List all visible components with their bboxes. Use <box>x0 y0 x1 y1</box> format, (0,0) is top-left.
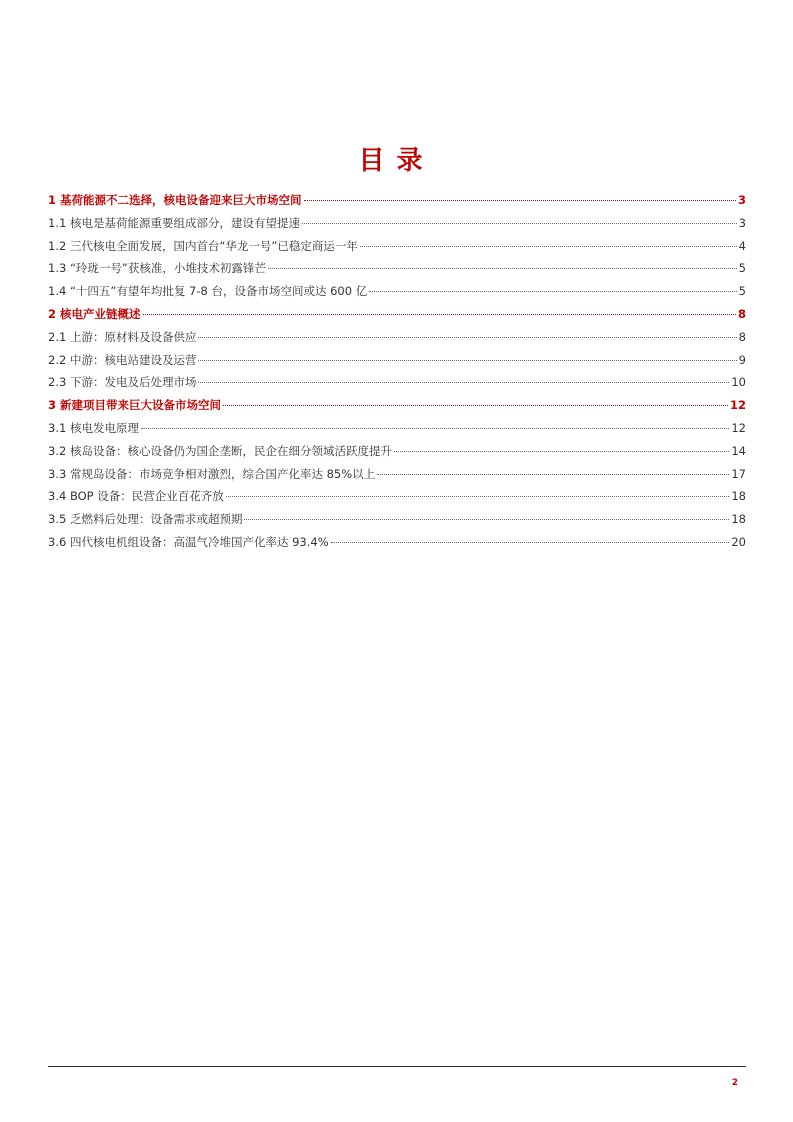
toc-entry-title[interactable]: 1 基荷能源不二选择，核电设备迎来巨大市场空间 <box>48 193 302 207</box>
footer-divider <box>48 1066 746 1067</box>
toc-leader-dots <box>302 223 737 224</box>
table-of-contents <box>48 189 746 554</box>
toc-leader-dots <box>223 405 728 406</box>
toc-entry-title[interactable]: 2.2 中游：核电站建设及运营 <box>48 352 197 367</box>
toc-entry[interactable] <box>48 531 746 554</box>
toc-page-number: 20 <box>731 534 746 549</box>
toc-entry[interactable] <box>48 463 746 486</box>
toc-leader-dots <box>198 337 736 338</box>
footer-page-number: 2 <box>731 1078 738 1088</box>
toc-leader-dots <box>268 268 737 269</box>
toc-leader-dots <box>360 246 737 247</box>
toc-page-number: 5 <box>738 284 746 299</box>
toc-leader-dots <box>141 428 729 429</box>
toc-entry-title[interactable]: 3.3 常规岛设备：市场竞争相对激烈，综合国产化率达 85%以上 <box>48 466 376 481</box>
toc-entry-title[interactable]: 2.1 上游：原材料及设备供应 <box>48 329 197 344</box>
toc-entry-title[interactable]: 3 新建项目带来巨大设备市场空间 <box>48 398 222 413</box>
toc-entry[interactable] <box>48 326 746 349</box>
toc-entry-title[interactable]: 1.3 “玲珑一号”获核准，小堆技术初露锋芒 <box>48 261 266 276</box>
toc-entry[interactable] <box>48 371 746 394</box>
toc-entry[interactable] <box>48 280 746 303</box>
toc-entry[interactable] <box>48 485 746 508</box>
toc-page-number: 9 <box>738 352 746 367</box>
toc-leader-dots <box>143 314 736 315</box>
toc-entry-title[interactable]: 1.1 核电是基荷能源重要组成部分，建设有望提速 <box>48 215 300 230</box>
toc-leader-dots <box>369 291 736 292</box>
toc-entry[interactable] <box>48 508 746 531</box>
toc-leader-dots <box>377 474 729 475</box>
toc-entry[interactable] <box>48 303 746 326</box>
toc-page-number: 4 <box>738 238 746 253</box>
toc-entry[interactable] <box>48 417 746 440</box>
toc-leader-dots <box>244 519 729 520</box>
toc-entry[interactable] <box>48 189 746 212</box>
toc-leader-dots <box>331 542 730 543</box>
toc-page-number: 17 <box>731 466 746 481</box>
toc-page-number: 5 <box>738 261 746 276</box>
toc-leader-dots <box>304 200 736 201</box>
toc-entry-title[interactable]: 3.5 乏燃料后处理：设备需求或超预期 <box>48 512 243 527</box>
toc-entry[interactable] <box>48 394 746 417</box>
page-title: 目录 <box>358 146 435 176</box>
toc-leader-dots <box>394 451 729 452</box>
toc-entry-title[interactable]: 2 核电产业链概述 <box>48 306 141 321</box>
toc-entry-title[interactable]: 1.2 三代核电全面发展，国内首台“华龙一号”已稳定商运一年 <box>48 238 358 253</box>
toc-entry[interactable] <box>48 235 746 258</box>
toc-page-number: 3 <box>737 193 746 207</box>
toc-page-number: 12 <box>731 420 746 435</box>
toc-page-number: 8 <box>738 329 746 344</box>
toc-page-number: 12 <box>729 398 746 413</box>
toc-entry[interactable] <box>48 349 746 372</box>
toc-page-number: 18 <box>731 489 746 504</box>
toc-entry[interactable] <box>48 257 746 280</box>
toc-entry-title[interactable]: 3.2 核岛设备：核心设备仍为国企垄断，民企在细分领域活跃度提升 <box>48 443 392 458</box>
toc-entry-title[interactable]: 3.4 BOP 设备：民营企业百花齐放 <box>48 489 224 504</box>
toc-entry[interactable] <box>48 440 746 463</box>
toc-entry-title[interactable]: 3.6 四代核电机组设备：高温气冷堆国产化率达 93.4% <box>48 534 329 549</box>
toc-leader-dots <box>198 360 736 361</box>
toc-page-number: 10 <box>731 375 746 390</box>
toc-entry-title[interactable]: 2.3 下游：发电及后处理市场 <box>48 375 197 390</box>
toc-page-number: 3 <box>738 215 746 230</box>
toc-entry-title[interactable]: 1.4 “十四五”有望年均批复 7-8 台，设备市场空间或达 600 亿 <box>48 284 368 299</box>
toc-entry-title[interactable]: 3.1 核电发电原理 <box>48 420 139 435</box>
toc-page-number: 18 <box>731 512 746 527</box>
toc-entry[interactable] <box>48 212 746 235</box>
toc-leader-dots <box>198 382 729 383</box>
toc-page-number: 8 <box>737 306 746 321</box>
toc-page-number: 14 <box>731 443 746 458</box>
toc-leader-dots <box>226 496 730 497</box>
